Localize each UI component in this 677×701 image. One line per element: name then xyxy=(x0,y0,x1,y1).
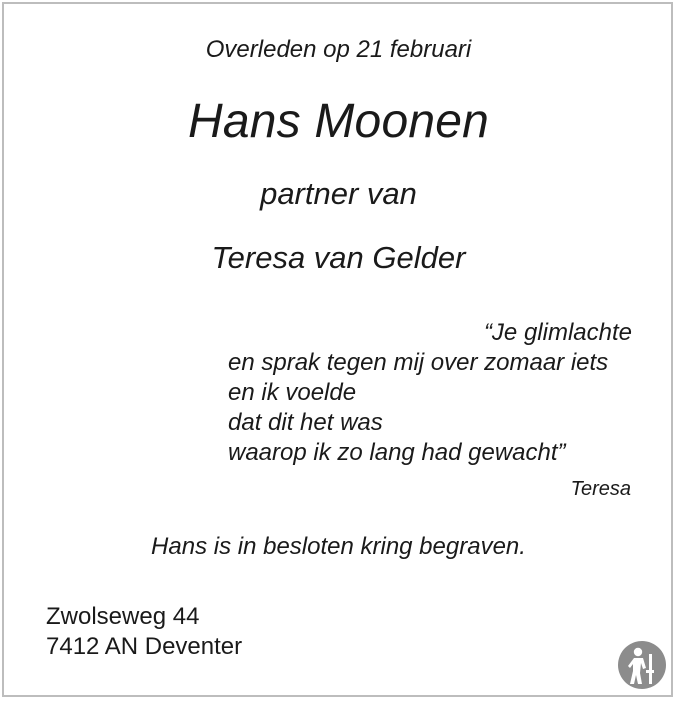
logo-graphic xyxy=(617,640,667,690)
date-of-death: Overleden op 21 februari xyxy=(205,36,472,63)
partner-label: partner van xyxy=(260,176,417,211)
poem-line: waarop ik zo lang had gewacht” xyxy=(228,439,566,466)
poem-line: en sprak tegen mij over zomaar iets xyxy=(228,349,609,376)
memorial-figure-icon xyxy=(617,640,667,690)
poem-line: “Je glimlachte xyxy=(483,319,632,346)
poem-line: dat dit het was xyxy=(228,409,383,436)
address-city: 7412 AN Deventer xyxy=(46,633,243,660)
burial-notice: Hans is in besloten kring begraven. xyxy=(151,533,526,560)
poem-signature: Teresa xyxy=(570,478,631,500)
deceased-name: Hans Moonen xyxy=(187,95,490,148)
address xyxy=(46,602,242,662)
poem xyxy=(228,318,632,468)
partner-name: Teresa van Gelder xyxy=(211,240,466,275)
poem-line: en ik voelde xyxy=(228,379,357,406)
address-street: Zwolseweg 44 xyxy=(46,603,200,630)
